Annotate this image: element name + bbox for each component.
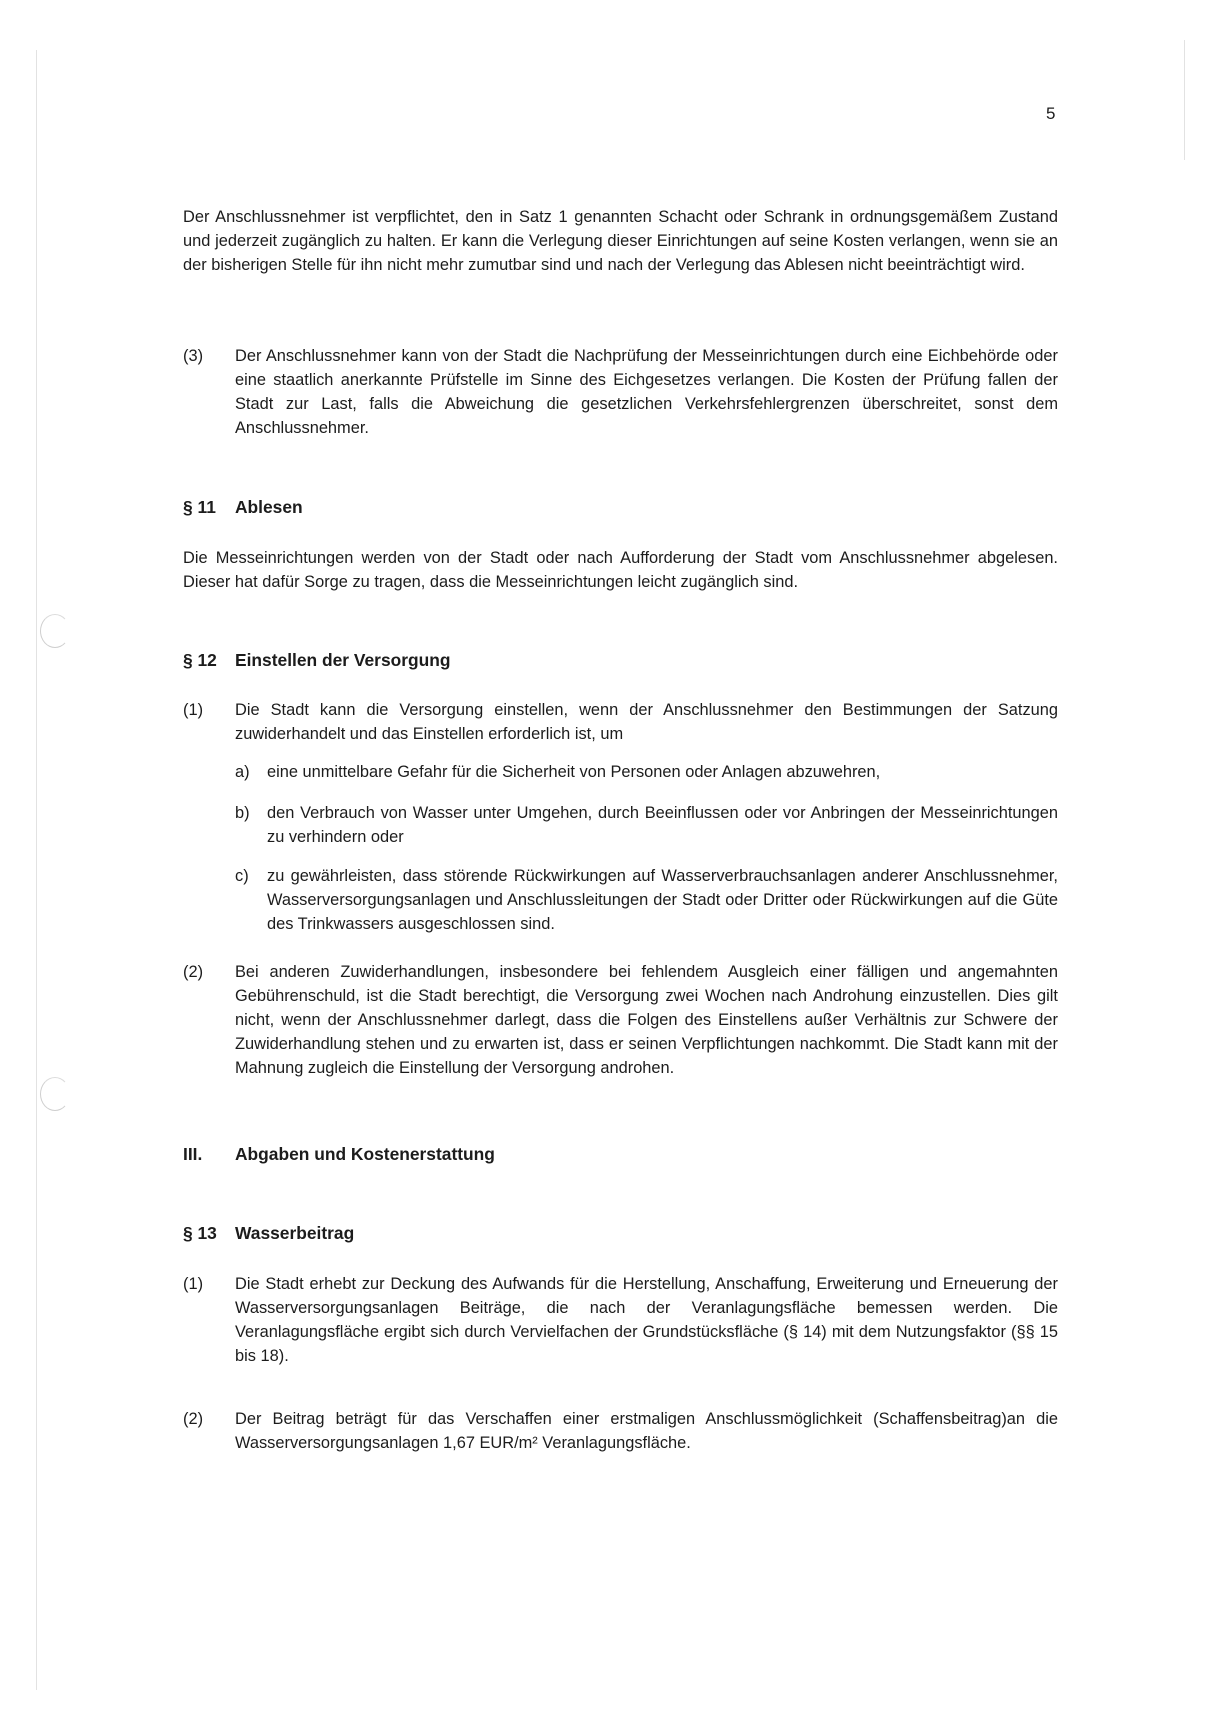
paragraph-text: Bei anderen Zuwiderhandlungen, insbesondere bei fehlendem Ausgleich einer fälligen und angemahnten Gebührenschuld, ist die Stadt berechtigt, die Versorgung zwei Wochen nach Androhung einzustellen. Dies gilt nicht, wenn der Anschlussnehmer darlegt, dass die Folgen des Einstellens außer Verhältnis zur Schwere der Zuwiderhandlung stehen und zu erwarten ist, dass er seinen Verpflichtungen nachkommt. Die Stadt kann mit der Mahnung zugleich die Einstellung der Versorgung androhen.: [235, 963, 1058, 1077]
part-number: III.: [183, 1144, 203, 1164]
part-title: Abgaben und Kostenerstattung: [235, 1144, 495, 1164]
paragraph-number: (2): [183, 963, 204, 981]
list-item-text: eine unmittelbare Gefahr für die Sicherheit von Personen oder Anlagen abzuwehren,: [267, 763, 881, 781]
section-11-text: Die Messeinrichtungen werden von der Stadt oder nach Aufforderung der Stadt vom Anschlussnehmer abgelesen. Dieser hat dafür Sorge zu tragen, dass die Messeinrichtungen leicht zugänglich sind.: [183, 549, 1058, 591]
document-body: [183, 0, 1058, 1728]
section-number: § 11: [183, 497, 216, 517]
paragraph-text: Der Anschlussnehmer kann von der Stadt die Nachprüfung der Messeinrichtungen durch eine Eichbehörde oder eine staatlich anerkannte Prüfstelle im Sinne des Eichgesetzes verlangen. Die Kosten der Prüfung fallen der Stadt zur Last, falls die Abweichung die gesetzlichen Verkehrsfehlergrenzen überschreitet, sonst dem Anschlussnehmer.: [235, 347, 1058, 437]
part-3-heading: [183, 1142, 495, 1166]
left-scan-edge: [36, 50, 37, 1690]
right-scan-edge: [1184, 40, 1185, 160]
list-item-letter: c): [235, 867, 249, 885]
paragraph-number: (1): [183, 1275, 204, 1293]
list-item-text: den Verbrauch von Wasser unter Umgehen, durch Beeinflussen oder vor Anbringen der Messeinrichtungen zu verhindern oder: [267, 804, 1058, 846]
section-title: Ablesen: [235, 497, 303, 517]
section-number: § 13: [183, 1223, 217, 1243]
page-number: 5: [1046, 104, 1056, 123]
intro-paragraph: Der Anschlussnehmer ist verpflichtet, den in Satz 1 genannten Schacht oder Schrank in ordnungsgemäßem Zustand und jederzeit zugänglich zu halten. Er kann die Verlegung dieser Einrichtungen auf seine Kosten verlangen, wenn sie an der bisherigen Stelle für ihn nicht mehr zumutbar sind und nach der Verlegung das Ablesen nicht beeinträchtigt wird.: [183, 208, 1058, 274]
section-13-heading: [183, 1221, 354, 1245]
paragraph-number: (1): [183, 701, 204, 719]
section-title: Einstellen der Versorgung: [235, 650, 451, 670]
paragraph-text: Der Beitrag beträgt für das Verschaffen einer erstmaligen Anschlussmöglichkeit (Schaffensbeitrag)an die Wasserversorgungsanlagen 1,67 EUR/m² Veranlagungsfläche.: [235, 1410, 1058, 1452]
list-item-letter: a): [235, 763, 250, 781]
list-item-letter: b): [235, 804, 250, 822]
paragraph-number: (2): [183, 1410, 204, 1428]
section-title: Wasserbeitrag: [235, 1223, 355, 1243]
paragraph-text: Die Stadt erhebt zur Deckung des Aufwands für die Herstellung, Anschaffung, Erweiterung und Erneuerung der Wasserversorgungsanlagen Beiträge, die nach der Veranlagungsfläche bemessen werden. Die Veranlagungsfläche ergibt sich durch Vervielfachen der Grundstücksfläche (§ 14) mit dem Nutzungsfaktor (§§ 15 bis 18).: [235, 1275, 1058, 1365]
list-item-text: zu gewährleisten, dass störende Rückwirkungen auf Wasserverbrauchsanlagen anderer Anschlussnehmer, Wasserversorgungsanlagen und Anschlussleitungen der Stadt oder Dritter oder Rückwirkungen auf die Güte des Trinkwassers ausgeschlossen sind.: [267, 867, 1058, 933]
section-11-heading: [183, 495, 303, 519]
punch-hole-top: [40, 614, 70, 648]
section-number: § 12: [183, 650, 217, 670]
paragraph-number: (3): [183, 347, 204, 365]
section-12-heading: [183, 648, 451, 672]
punch-hole-bottom: [40, 1077, 70, 1111]
paragraph-text: Die Stadt kann die Versorgung einstellen, wenn der Anschlussnehmer den Bestimmungen der Satzung zuwiderhandelt und das Einstellen erforderlich ist, um: [235, 701, 1058, 743]
